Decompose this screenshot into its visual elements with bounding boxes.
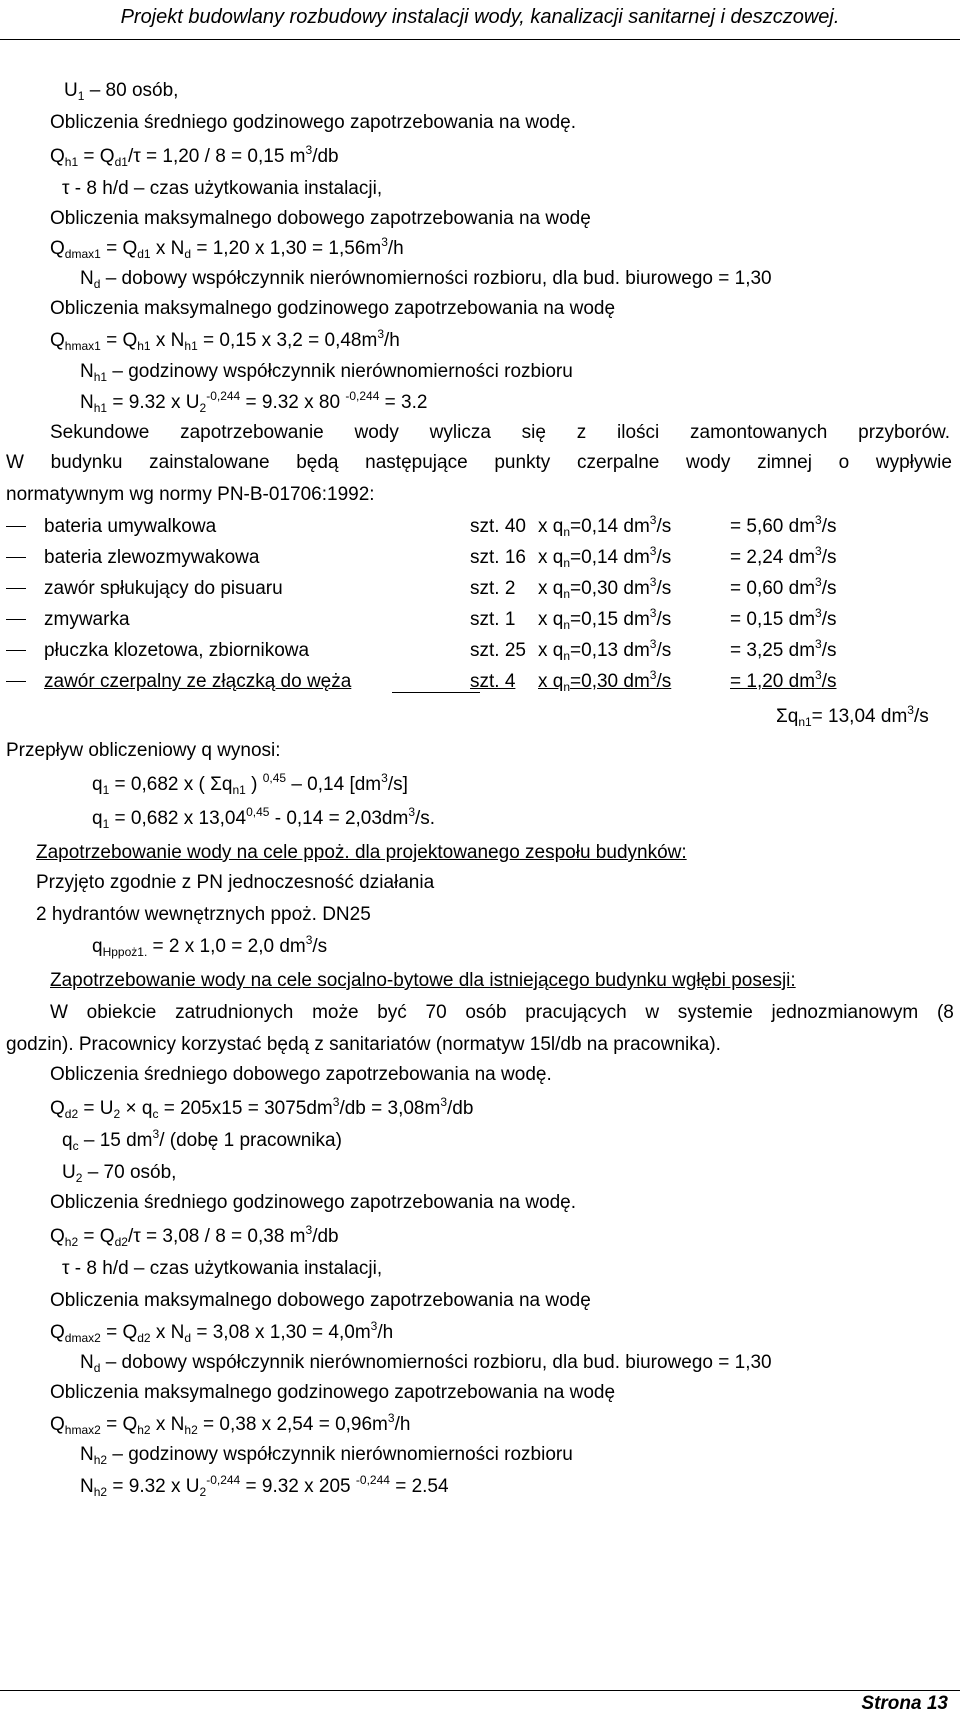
- fixture-result: = 0,15 $dm^3/s$: [730, 606, 837, 630]
- max-daily-title-2: Obliczenia maksymalnego dobowego zapotrzebowania na wodę: [50, 1290, 591, 1311]
- page-header: Projekt budowlany rozbudowy instalacji wody, kanalizacji sanitarnej i deszczowej.: [0, 0, 960, 40]
- fire-calc: $q_{Hppoż1.} = 2$ x 1,0 = 2,0 $dm^3/s$: [92, 933, 328, 959]
- fixture-name: bateria zlewozmywakowa: [44, 547, 260, 568]
- nd-desc-2: $N_d$ – dobowy współczynnik nierównomierności rozbioru, dla bud. biurowego = 1,30: [80, 1352, 772, 1375]
- qd2-formula: $Q_{d2} = U_2 \times q_c = 205x15 = 3075dm^3/db = 3,08m^3/db$: [50, 1095, 474, 1121]
- max-hourly-title-2: Obliczenia maksymalnego godzinowego zapotrzebowania na wodę: [50, 1382, 616, 1403]
- section2-para1: W obiekcie zatrudnionych może być 70 osób pracujących w systemie jednozmianowym (8: [50, 1002, 954, 1023]
- fixture-count: szt. 2: [470, 578, 516, 599]
- footer-rule: [0, 1690, 960, 1691]
- dash-bullet: [6, 526, 26, 527]
- fixture-count: szt. 25: [470, 640, 526, 661]
- qhmax2-formula: $Q_{hmax2} = Q_{h2}$ x $N_{h2} = 0,38$ x $2,54 = 0,96m^3/h$: [50, 1411, 411, 1437]
- fixture-count: szt. 40: [470, 516, 526, 537]
- nd-desc: $N_d$ – dobowy współczynnik nierównomierności rozbioru, dla bud. biurowego = 1,30: [80, 268, 772, 291]
- fixture-q: x $q_n=0,14$ $dm^3/s$: [538, 544, 672, 570]
- fixture-q: x $q_n=0,30$ $dm^3/s$: [538, 668, 672, 694]
- max-daily-title: Obliczenia maksymalnego dobowego zapotrzebowania na wodę: [50, 208, 591, 229]
- fixture-q: x $q_n=0,14$ $dm^3/s$: [538, 513, 672, 539]
- fire-line1: Przyjęto zgodnie z PN jednoczesność działania: [36, 872, 435, 893]
- section2-para2: godzin). Pracownicy korzystać będą z sanitariatów (normatyw 15l/db na pracownika).: [6, 1034, 721, 1055]
- fixture-name: zmywarka: [44, 609, 130, 630]
- qdmax2-formula: $Q_{dmax2} = Q_{d2}$ x $N_d = 3,08$ x $1,30 = 4,0m^3/h$: [50, 1319, 394, 1345]
- dash-bullet: [6, 557, 26, 558]
- fixture-result: = 3,25 $dm^3/s$: [730, 637, 837, 661]
- fixture-q: x $q_n=0,15$ $dm^3/s$: [538, 606, 672, 632]
- fixture-name: bateria umywalkowa: [44, 516, 217, 537]
- fixture-count: szt. 16: [470, 547, 526, 568]
- fixture-result: = 5,60 $dm^3/s$: [730, 513, 837, 537]
- qh2-formula: $Q_{h2} = Q_{d2}/\tau = 3,08 / 8 = 0,38$ $m^3/db$: [50, 1223, 339, 1249]
- fire-title: Zapotrzebowanie wody na cele ppoż. dla projektowanego zespołu budynków:: [36, 842, 687, 863]
- dash-bullet: [6, 619, 26, 620]
- fixture-result: = 2,24 $dm^3/s$: [730, 544, 837, 568]
- table-underline: [392, 692, 480, 693]
- sum-line: $\Sigma q_{n1}= 13,04$ $dm^3/s$: [776, 703, 929, 729]
- dash-bullet: [6, 681, 26, 682]
- nh2-calc: $N_{h2} = 9.32$ x $U_2^{-0,244} = 9.32$ x 205 $^{-0,244}$ = 2.54: [80, 1473, 449, 1499]
- dash-bullet: [6, 650, 26, 651]
- avg-hourly-title: Obliczenia średniego godzinowego zapotrzebowania na wodę.: [50, 112, 577, 133]
- fixture-name: płuczka klozetowa, zbiornikowa: [44, 640, 310, 661]
- fixture-name: zawór czerpalny ze złączką do węża: [44, 671, 352, 692]
- fixture-count: szt. 1: [470, 609, 516, 630]
- fixture-result: = 0,60 $dm^3/s$: [730, 575, 837, 599]
- nh1-calc: $N_{h1} = 9.32$ x $U_2^{-0,244} = 9.32$ x 80 $^{-0,244}$ = 3.2: [80, 389, 428, 415]
- fixture-q: x $q_n=0,30$ $dm^3/s$: [538, 575, 672, 601]
- avg-hourly-title-2: Obliczenia średniego godzinowego zapotrzebowania na wodę.: [50, 1192, 577, 1213]
- qh1-formula: $Q_{h1} = Q_{d1}/\tau = 1,20 / 8 = 0,15$ $m^3/db$: [50, 143, 339, 169]
- building-intro-line2: normatywnym wg normy PN-B-01706:1992:: [6, 484, 375, 505]
- qdmax1-formula: $Q_{dmax1} = Q_{d1}$ x $N_d = 1,20$ x $1,30 = 1,56m^3/h$: [50, 235, 404, 261]
- fixture-q: x $q_n=0,13$ $dm^3/s$: [538, 637, 672, 663]
- tau-line-2: τ - 8 h/d – czas użytkowania instalacji,: [62, 1258, 383, 1279]
- avg-daily-title: Obliczenia średniego dobowego zapotrzebowania na wodę.: [50, 1064, 552, 1085]
- qc-line: $q_c - 15$ $dm^3/$ (dobę 1 pracownika): [62, 1127, 342, 1153]
- fixture-count: szt. 4: [470, 671, 516, 692]
- u2-line: $U_2 - 70$ osób,: [62, 1162, 177, 1185]
- dash-bullet: [6, 588, 26, 589]
- fixture-name: zawór spłukujący do pisuaru: [44, 578, 283, 599]
- fire-line2: 2 hydrantów wewnętrznych ppoż. DN25: [36, 904, 371, 925]
- flow-calc: $q_1 = 0,682$ x $13,04^{0,45} - 0,14 = 2,03dm^3/s$.: [92, 805, 436, 831]
- section2-title: Zapotrzebowanie wody na cele socjalno-bytowe dla istniejącego budynku wgłębi posesji:: [50, 970, 796, 991]
- fixture-result: = 1,20 $dm^3/s$: [730, 668, 837, 692]
- page-number: Strona 13: [861, 1693, 948, 1714]
- nh2-desc: $N_{h2}$ – godzinowy współczynnik nierównomierności rozbioru: [80, 1444, 573, 1467]
- u1-line: $U_1 - 80$ osób,: [64, 80, 179, 103]
- flow-title: Przepływ obliczeniowy q wynosi:: [6, 740, 281, 761]
- flow-formula: $q_1 = 0,682$ x ( $\Sigma q_{n1}$ ) $^{0,45}$ – 0,14 $[dm^3/s]$: [92, 771, 408, 797]
- building-intro-line1: W budynku zainstalowane będą następujące punkty czerpalne wody zimnej o wypływie: [6, 452, 952, 473]
- nh1-desc: $N_{h1}$ – godzinowy współczynnik nierównomierności rozbioru: [80, 361, 573, 384]
- second-flow-line: Sekundowe zapotrzebowanie wody wylicza się z ilości zamontowanych przyborów.: [50, 422, 950, 443]
- tau-line: τ - 8 h/d – czas użytkowania instalacji,: [62, 178, 383, 199]
- qhmax1-formula: $Q_{hmax1} = Q_{h1}$ x $N_{h1} = 0,15$ x $3,2 = 0,48m^3/h$: [50, 327, 400, 353]
- max-hourly-title: Obliczenia maksymalnego godzinowego zapotrzebowania na wodę: [50, 298, 616, 319]
